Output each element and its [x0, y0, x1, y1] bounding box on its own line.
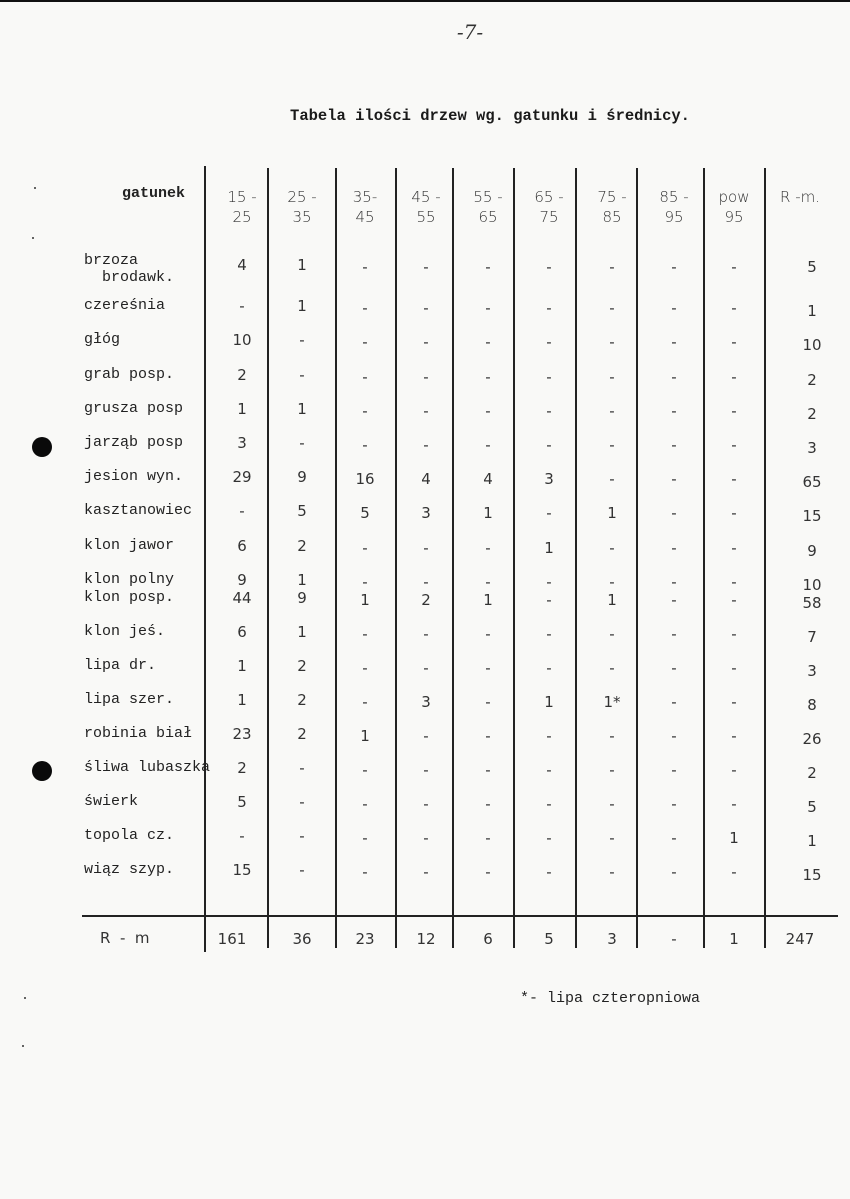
table-title: Tabela ilości drzew wg. gatunku i średnicy.: [290, 107, 690, 125]
column-total: 247: [785, 930, 815, 948]
count-cell: 1: [360, 727, 370, 745]
count-cell: -: [546, 258, 552, 276]
species-name: topola cz.: [84, 827, 175, 844]
page-top-edge: [0, 0, 850, 2]
count-cell: -: [362, 333, 368, 351]
count-cell: 2: [421, 591, 431, 609]
row-total: 65: [802, 473, 822, 491]
header-line-top: 25 -: [287, 188, 317, 206]
row-total: 15: [802, 866, 822, 884]
count-cell: -: [485, 539, 491, 557]
column-total: 36: [292, 930, 312, 948]
count-cell: 9: [297, 468, 307, 486]
column-total: 1: [729, 930, 739, 948]
count-cell: -: [731, 659, 737, 677]
count-cell: 16: [355, 470, 375, 488]
count-cell: 1: [483, 504, 493, 522]
count-cell: -: [485, 368, 491, 386]
column-total: 161: [217, 930, 247, 948]
count-cell: -: [423, 761, 429, 779]
count-cell: -: [671, 727, 677, 745]
count-cell: 1: [483, 591, 493, 609]
species-name: czereśnia: [84, 297, 166, 314]
count-cell: -: [485, 659, 491, 677]
row-total: 26: [802, 730, 822, 748]
footnote: *- lipa czteropniowa: [520, 990, 701, 1007]
header-diameter-class: [580, 188, 644, 226]
count-cell: -: [671, 573, 677, 591]
column-total: 3: [607, 930, 617, 948]
count-cell: -: [362, 436, 368, 454]
count-cell: -: [731, 727, 737, 745]
count-cell: 9: [297, 589, 307, 607]
count-cell: 5: [237, 793, 247, 811]
header-diameter-class: [210, 188, 274, 226]
count-cell: -: [546, 863, 552, 881]
count-cell: 9: [237, 571, 247, 589]
species-name: świerk: [84, 793, 139, 810]
count-cell: 1: [297, 256, 307, 274]
count-cell: -: [546, 727, 552, 745]
count-cell: -: [485, 258, 491, 276]
count-cell: -: [546, 795, 552, 813]
count-cell: -: [671, 470, 677, 488]
species-name: jarząb posp: [84, 434, 184, 451]
column-total: 5: [544, 930, 554, 948]
count-cell: 3: [421, 693, 431, 711]
count-cell: 3: [237, 434, 247, 452]
count-cell: 15: [232, 861, 252, 879]
count-cell: -: [546, 436, 552, 454]
species-name: lipa dr.: [84, 657, 157, 674]
count-cell: -: [546, 829, 552, 847]
count-cell: -: [423, 368, 429, 386]
count-cell: -: [423, 573, 429, 591]
species-name: klon jeś.: [84, 623, 166, 640]
count-cell: 2: [297, 537, 307, 555]
species-name: śliwa lubaszka: [84, 759, 211, 776]
row-total: 3: [807, 439, 817, 457]
row-total: 7: [807, 628, 817, 646]
header-diameter-class: [394, 188, 458, 226]
count-cell: 1: [729, 829, 739, 847]
row-total: 2: [807, 764, 817, 782]
count-cell: -: [671, 402, 677, 420]
count-cell: 1: [297, 297, 307, 315]
count-cell: -: [609, 761, 615, 779]
count-cell: 2: [297, 725, 307, 743]
row-total: 5: [807, 258, 817, 276]
count-cell: -: [731, 625, 737, 643]
count-cell: -: [239, 297, 245, 315]
count-cell: -: [423, 727, 429, 745]
count-cell: -: [423, 625, 429, 643]
count-cell: 4: [483, 470, 493, 488]
count-cell: -: [362, 829, 368, 847]
count-cell: -: [485, 402, 491, 420]
count-cell: -: [671, 659, 677, 677]
species-name: grab posp.: [84, 366, 175, 383]
scan-speck: [34, 187, 36, 189]
count-cell: 2: [297, 657, 307, 675]
row-total: 8: [807, 696, 817, 714]
count-cell: -: [485, 299, 491, 317]
header-line-top: pow: [718, 188, 750, 206]
count-cell: -: [546, 625, 552, 643]
count-cell: -: [609, 573, 615, 591]
count-cell: -: [671, 436, 677, 454]
count-cell: -: [239, 502, 245, 520]
species-name: lipa szer.: [84, 691, 175, 708]
count-cell: -: [485, 863, 491, 881]
count-cell: 3: [544, 470, 554, 488]
count-cell: 1: [607, 591, 617, 609]
count-cell: -: [485, 829, 491, 847]
header-line-bottom: 75: [539, 208, 559, 226]
row-total: 1: [807, 832, 817, 850]
count-cell: 10: [232, 331, 252, 349]
count-cell: -: [731, 504, 737, 522]
count-cell: 2: [297, 691, 307, 709]
count-cell: -: [423, 333, 429, 351]
count-cell: -: [299, 793, 305, 811]
count-cell: -: [671, 795, 677, 813]
column-total: 23: [355, 930, 375, 948]
count-cell: 4: [421, 470, 431, 488]
count-cell: -: [485, 573, 491, 591]
count-cell: -: [485, 761, 491, 779]
header-line-bottom: 55: [416, 208, 436, 226]
count-cell: 2: [237, 366, 247, 384]
count-cell: -: [423, 258, 429, 276]
header-line-bottom: 35: [292, 208, 312, 226]
count-cell: -: [485, 727, 491, 745]
count-cell: -: [546, 504, 552, 522]
species-name: klon posp.: [84, 589, 175, 606]
count-cell: 1: [544, 693, 554, 711]
header-line-bottom: 95: [664, 208, 684, 226]
count-cell: -: [362, 299, 368, 317]
count-cell: -: [299, 861, 305, 879]
row-total: 10: [802, 576, 822, 594]
count-cell: -: [731, 573, 737, 591]
count-cell: 1: [297, 571, 307, 589]
count-cell: -: [362, 539, 368, 557]
header-line-bottom: 45: [355, 208, 375, 226]
count-cell: -: [423, 829, 429, 847]
binder-hole-top: [32, 437, 52, 457]
count-cell: 23: [232, 725, 252, 743]
count-cell: -: [485, 795, 491, 813]
count-cell: 1: [237, 657, 247, 675]
count-cell: 5: [297, 502, 307, 520]
count-cell: -: [671, 625, 677, 643]
count-cell: -: [731, 299, 737, 317]
count-cell: -: [671, 761, 677, 779]
header-line-bottom: 95: [724, 208, 744, 226]
header-line-bottom: 25: [232, 208, 252, 226]
count-cell: -: [671, 333, 677, 351]
header-diameter-class: [702, 188, 766, 226]
count-cell: -: [671, 863, 677, 881]
count-cell: -: [671, 829, 677, 847]
count-cell: -: [731, 402, 737, 420]
count-cell: -: [671, 299, 677, 317]
header-line-top: 85 -: [659, 188, 689, 206]
count-cell: 1: [237, 691, 247, 709]
count-cell: -: [423, 402, 429, 420]
header-species: gatunek: [122, 185, 186, 202]
count-cell: -: [609, 470, 615, 488]
count-cell: 44: [232, 589, 252, 607]
count-cell: 5: [360, 504, 370, 522]
count-cell: 1: [297, 400, 307, 418]
count-cell: 1*: [603, 693, 621, 711]
row-total: 2: [807, 405, 817, 423]
count-cell: -: [609, 795, 615, 813]
species-name: głóg: [84, 331, 121, 348]
count-cell: -: [609, 625, 615, 643]
count-cell: -: [423, 299, 429, 317]
count-cell: -: [609, 539, 615, 557]
count-cell: -: [239, 827, 245, 845]
count-cell: -: [485, 693, 491, 711]
scan-speck: [32, 237, 34, 239]
header-line-top: 35-: [352, 188, 378, 206]
page-number: -7-: [456, 20, 484, 44]
header-diameter-class: [768, 188, 832, 208]
species-name: jesion wyn.: [84, 468, 184, 485]
row-total: 5: [807, 798, 817, 816]
column-divider: [204, 166, 206, 952]
count-cell: -: [609, 333, 615, 351]
header-diameter-class: [333, 188, 397, 226]
count-cell: -: [731, 470, 737, 488]
count-cell: -: [731, 436, 737, 454]
count-cell: 1: [607, 504, 617, 522]
count-cell: -: [609, 659, 615, 677]
row-total: 15: [802, 507, 822, 525]
row-total: 10: [802, 336, 822, 354]
species-name: grusza posp: [84, 400, 184, 417]
species-name: klon polny: [84, 571, 175, 588]
count-cell: -: [609, 436, 615, 454]
header-line-bottom: 85: [602, 208, 622, 226]
count-cell: -: [362, 573, 368, 591]
row-total: 1: [807, 302, 817, 320]
row-total: 3: [807, 662, 817, 680]
count-cell: -: [731, 795, 737, 813]
count-cell: -: [731, 693, 737, 711]
count-cell: -: [671, 368, 677, 386]
count-cell: -: [731, 368, 737, 386]
count-cell: 4: [237, 256, 247, 274]
count-cell: -: [546, 368, 552, 386]
count-cell: -: [362, 761, 368, 779]
count-cell: -: [362, 795, 368, 813]
species-name: kasztanowiec: [84, 502, 193, 519]
species-name: brzoza brodawk.: [84, 252, 175, 286]
row-total: 58: [802, 594, 822, 612]
count-cell: -: [423, 539, 429, 557]
count-cell: -: [609, 829, 615, 847]
count-cell: 1: [237, 400, 247, 418]
count-cell: -: [423, 659, 429, 677]
count-cell: 29: [232, 468, 252, 486]
count-cell: 1: [360, 591, 370, 609]
count-cell: 3: [421, 504, 431, 522]
count-cell: -: [423, 436, 429, 454]
header-line-top: R -m.: [780, 188, 820, 206]
header-diameter-class: [642, 188, 706, 226]
count-cell: -: [731, 258, 737, 276]
count-cell: -: [299, 759, 305, 777]
column-total: 6: [483, 930, 493, 948]
count-cell: -: [609, 368, 615, 386]
count-cell: -: [609, 863, 615, 881]
count-cell: -: [546, 299, 552, 317]
count-cell: -: [671, 539, 677, 557]
count-cell: -: [423, 863, 429, 881]
totals-separator: [82, 915, 838, 917]
row-total: 9: [807, 542, 817, 560]
count-cell: -: [546, 573, 552, 591]
header-diameter-class: [517, 188, 581, 226]
scan-speck: [22, 1045, 24, 1047]
count-cell: -: [362, 625, 368, 643]
count-cell: -: [671, 258, 677, 276]
count-cell: -: [299, 827, 305, 845]
count-cell: -: [362, 659, 368, 677]
count-cell: -: [731, 863, 737, 881]
count-cell: -: [609, 727, 615, 745]
count-cell: -: [731, 591, 737, 609]
count-cell: -: [299, 331, 305, 349]
count-cell: -: [731, 761, 737, 779]
count-cell: -: [546, 591, 552, 609]
count-cell: -: [546, 333, 552, 351]
count-cell: -: [485, 333, 491, 351]
header-line-bottom: 65: [478, 208, 498, 226]
column-divider: [764, 168, 766, 948]
count-cell: -: [609, 299, 615, 317]
count-cell: 2: [237, 759, 247, 777]
count-cell: -: [362, 693, 368, 711]
species-name: wiąz szyp.: [84, 861, 175, 878]
count-cell: -: [299, 434, 305, 452]
count-cell: -: [485, 625, 491, 643]
count-cell: -: [731, 539, 737, 557]
count-cell: -: [671, 504, 677, 522]
count-cell: -: [299, 366, 305, 384]
count-cell: 6: [237, 537, 247, 555]
count-cell: -: [423, 795, 429, 813]
count-cell: 1: [297, 623, 307, 641]
count-cell: -: [671, 693, 677, 711]
count-cell: -: [609, 402, 615, 420]
count-cell: -: [485, 436, 491, 454]
binder-hole-bottom: [32, 761, 52, 781]
count-cell: -: [362, 258, 368, 276]
scan-speck: [24, 997, 26, 999]
species-name: robinia biał: [84, 725, 193, 742]
count-cell: -: [731, 333, 737, 351]
count-cell: -: [362, 368, 368, 386]
count-cell: -: [362, 402, 368, 420]
header-line-top: 15 -: [227, 188, 257, 206]
count-cell: 1: [544, 539, 554, 557]
count-cell: -: [546, 659, 552, 677]
totals-label: R - m: [100, 929, 150, 947]
row-total: 2: [807, 371, 817, 389]
column-total: -: [671, 930, 677, 948]
header-line-top: 45 -: [411, 188, 441, 206]
count-cell: 6: [237, 623, 247, 641]
header-line-top: 65 -: [534, 188, 564, 206]
species-name: klon jawor: [84, 537, 175, 554]
header-line-top: 75 -: [597, 188, 627, 206]
count-cell: -: [609, 258, 615, 276]
column-total: 12: [416, 930, 436, 948]
header-diameter-class: [270, 188, 334, 226]
count-cell: -: [546, 761, 552, 779]
count-cell: -: [671, 591, 677, 609]
header-line-top: 55 -: [473, 188, 503, 206]
header-diameter-class: [456, 188, 520, 226]
count-cell: -: [362, 863, 368, 881]
count-cell: -: [546, 402, 552, 420]
